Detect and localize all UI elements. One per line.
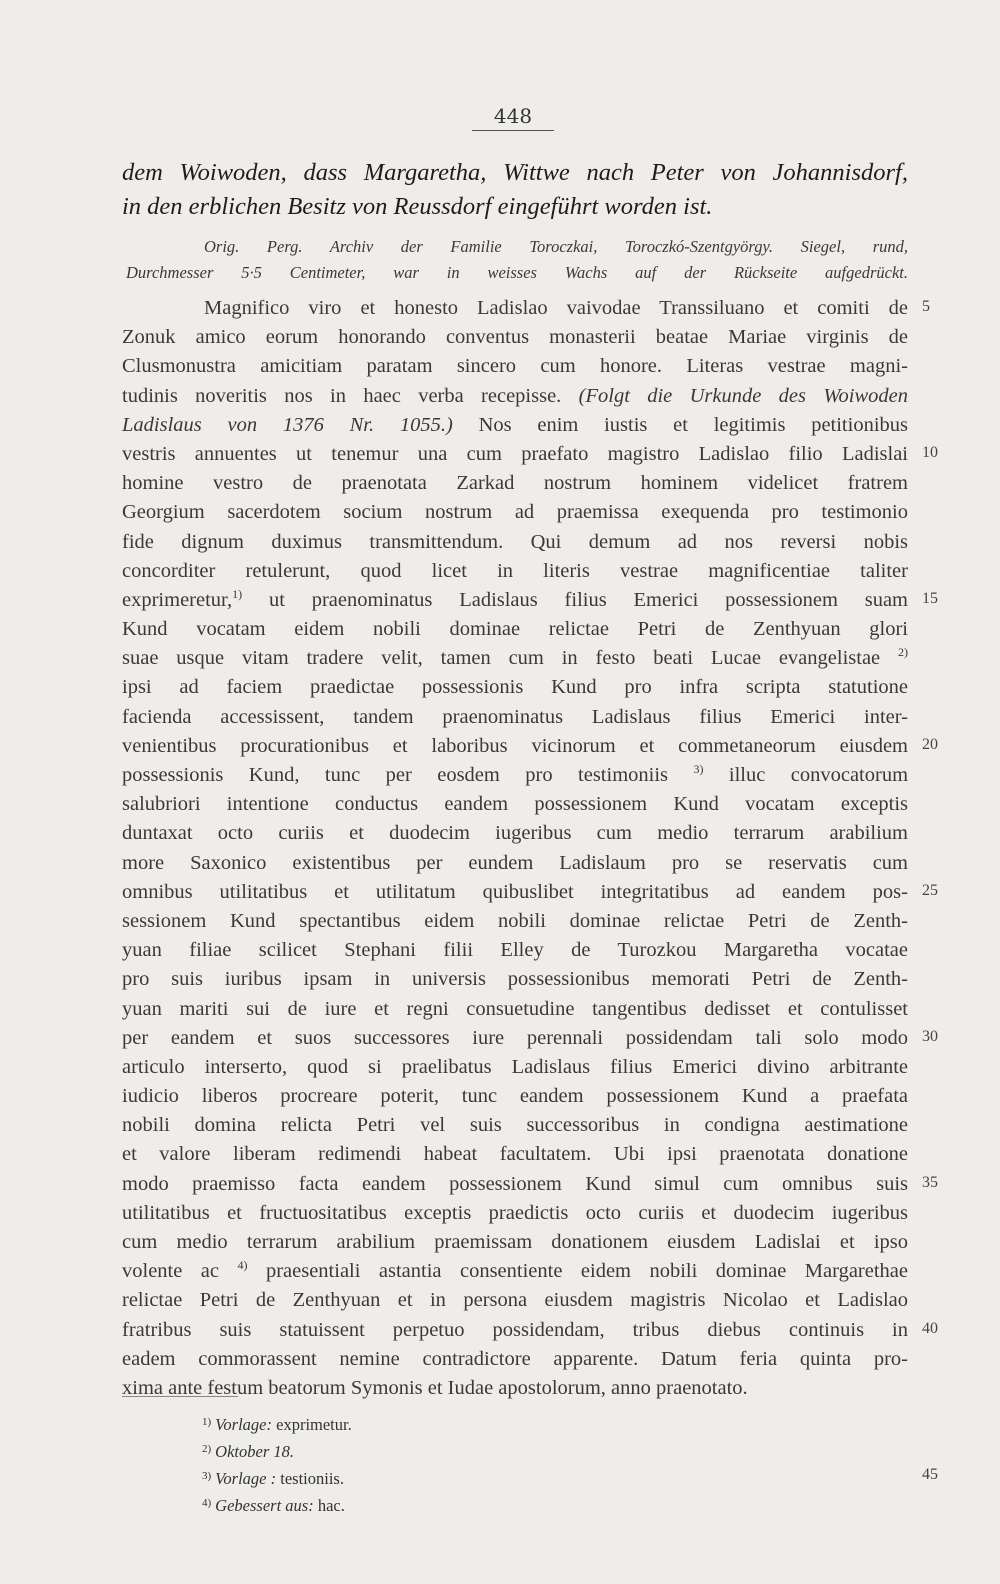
body-line: relictae Petri de Zenthyuan et in persona eiusdem magistris Nicolao et Ladislao <box>122 1289 908 1312</box>
body-line: Clusmonustra amicitiam paratam sincero cum honore. Literas vestrae magni- <box>122 355 908 378</box>
footnote: $^{2)}$ Oktober 18. <box>202 1442 294 1461</box>
body-line <box>122 382 908 411</box>
line-number: 30 <box>922 1028 938 1045</box>
source-note-line-1: Orig. Perg. Archiv der Familie Toroczkai, Toroczkó-Szentgyörgy. Siegel, rund, <box>204 237 908 256</box>
line-number: 40 <box>922 1320 938 1337</box>
body-line: iudicio liberos procreare poterit, tunc eandem possessionem Kund a praefata <box>122 1085 908 1108</box>
footnote-label: Gebessert aus: <box>215 1496 314 1515</box>
line-number: 25 <box>922 882 938 899</box>
body-line: nobili domina relicta Petri vel suis successoribus in condigna aestimatione <box>122 1114 908 1137</box>
footnote-text: exprimetur. <box>276 1415 352 1434</box>
body-line: concorditer retulerunt, quod licet in literis vestrae magnificentiae taliter <box>122 559 908 582</box>
heading-line-2: in den erblichen Besitz von Reussdorf eingeführt worden ist. <box>122 193 713 220</box>
footnote-ref: 2) <box>898 645 909 660</box>
body-line-part: ut praenominatus Ladislaus filius Emerici possessionem suam <box>268 588 908 611</box>
body-line <box>122 644 908 673</box>
body-line-part: possessionis Kund, tunc per eosdem pro testimoniis <box>122 764 669 786</box>
footnote-mark: 2 <box>202 1443 208 1455</box>
heading-line-1: dem Woiwoden, dass Margaretha, Wittwe nach Peter von Johannisdorf, <box>122 159 908 186</box>
body-line-part: exprimeretur, <box>122 588 233 611</box>
body-line: et valore liberam redimendi habeat facultatem. Ubi ipsi praenotata donatione <box>122 1143 908 1166</box>
body-line: more Saxonico existentibus per eundem Ladislaum pro se reservatis cum <box>122 851 908 874</box>
body-line: ipsi ad faciem praedictae possessionis Kund pro infra scripta statutione <box>122 676 908 699</box>
body-line: pro suis iuribus ipsam in universis possessionibus memorati Petri de Zenth- <box>122 968 908 991</box>
footnote-ref: 3) <box>693 762 704 777</box>
editorial-note-folgt: (Folgt die Urkunde des Woiwoden <box>578 384 908 407</box>
body-line-part: illuc convocatorum <box>728 764 909 786</box>
body-line: xima ante festum beatorum Symonis et Iudae apostolorum, anno praenotato. <box>122 1376 748 1399</box>
body-line: facienda accessissent, tandem praenominatus Ladislaus filius Emerici inter- <box>122 705 908 728</box>
body-line: Kund vocatam eidem nobili dominae relictae Petri de Zenthyuan glori <box>122 618 908 641</box>
line-number: 20 <box>922 736 938 753</box>
body-line: utilitatibus et fructuositatibus exceptis praedictis octo curiis et duodecim iugeribus <box>122 1201 908 1224</box>
body-line-part: tudinis noveritis nos in haec verba recepisse. <box>122 384 562 407</box>
body-line: homine vestro de praenotata Zarkad nostrum hominem videlicet fratrem <box>122 472 908 495</box>
body-line: duntaxat octo curiis et duodecim iugeribus cum medio terrarum arabilium <box>122 822 908 845</box>
footnote-text: hac. <box>317 1496 345 1515</box>
footnote-mark: 3 <box>202 1470 208 1482</box>
body-line: Magnifico viro et honesto Ladislao vaivodae Transsiluano et comiti de <box>204 297 908 319</box>
footnote-ref-number: 4 <box>237 1258 244 1273</box>
body-line-part: Nos enim iustis et legitimis petitionibus <box>478 413 908 436</box>
footnote-ref-number: 3 <box>693 762 700 777</box>
footnote-ref: 4) <box>237 1258 248 1273</box>
body-line: eadem commorassent nemine contradictore apparente. Datum feria quinta pro- <box>122 1347 908 1370</box>
body-line: yuan mariti sui de iure et regni consuetudine tangentibus dedisset et contulisset <box>122 997 908 1020</box>
body-line: salubriori intentione conductus eandem possessionem Kund vocatam exceptis <box>122 793 908 816</box>
line-number: 10 <box>922 444 938 461</box>
footnote: $^{4)}$ Gebessert aus: hac. <box>202 1496 345 1515</box>
footnote-mark: 4 <box>202 1497 208 1509</box>
footnote-ref-number: 1 <box>232 587 239 602</box>
page-number: 448 <box>472 104 554 131</box>
body-line: yuan filiae scilicet Stephani filii Elley de Turozkou Margaretha vocatae <box>122 939 908 962</box>
source-note <box>122 234 908 286</box>
body-line: modo praemisso facta eandem possessionem Kund simul cum omnibus suis <box>122 1172 908 1195</box>
footnote-divider <box>122 1396 238 1397</box>
line-number: 5 <box>922 298 930 315</box>
body-line: fide dignum duximus transmittendum. Qui demum ad nos reversi nobis <box>122 530 908 553</box>
line-number: 35 <box>922 1174 938 1191</box>
document-heading <box>122 156 908 224</box>
body-line-part: praesentiali astantia consentiente eidem nobili dominae Margarethae <box>265 1260 909 1283</box>
body-line <box>122 411 908 440</box>
body-line: cum medio terrarum arabilium praemissam donationem eiusdem Ladislai et ipso <box>122 1231 908 1253</box>
body-line: Zonuk amico eorum honorando conventus monasterii beatae Mariae virginis de <box>122 326 908 349</box>
body-line: articulo interserto, quod si praelibatus Ladislaus filius Emerici divino arbitrante <box>122 1055 908 1078</box>
footnote-ref-number: 2 <box>898 645 905 660</box>
body-line <box>122 761 908 790</box>
footnote-ref: 1) <box>232 587 243 602</box>
footnote-label: Vorlage: <box>215 1415 272 1434</box>
body-line-part: volente ac <box>122 1260 220 1283</box>
body-line-part: suae usque vitam tradere velit, tamen cum in festo beati Lucae evangelistae <box>122 647 881 670</box>
footnote-label: Vorlage : <box>215 1469 277 1488</box>
footnotes <box>202 1410 702 1518</box>
body-line: fratribus suis statuissent perpetuo possidendam, tribus diebus continuis in <box>122 1318 908 1341</box>
editorial-note-ladislaus: Ladislaus von 1376 Nr. 1055.) <box>122 413 453 436</box>
source-note-line-2: Durchmesser 5·5 Centimeter, war in weisses Wachs auf der Rückseite aufgedrückt. <box>126 263 908 282</box>
footnote: $^{3)}$ Vorlage : testioniis. <box>202 1469 344 1488</box>
footnote-mark: 1 <box>202 1416 208 1428</box>
line-number: 15 <box>922 590 938 607</box>
body-line: venientibus procurationibus et laboribus vicinorum et commetaneorum eiusdem <box>122 734 908 757</box>
body-line: Georgium sacerdotem socium nostrum ad praemissa exequenda pro testimonio <box>122 501 908 524</box>
body-line: vestris annuentes ut tenemur una cum praefato magistro Ladislao filio Ladislai <box>122 442 908 465</box>
footnote: $^{1)}$ Vorlage: exprimetur. <box>202 1415 352 1434</box>
body-line: per eandem et suos successores iure perennali possidendam tali solo modo <box>122 1026 908 1049</box>
line-number: 45 <box>922 1466 938 1483</box>
body-line: omnibus utilitatibus et utilitatum quibuslibet integritatibus ad eandem pos- <box>122 880 908 903</box>
body-line <box>122 586 908 615</box>
body-line <box>122 1257 908 1286</box>
footnote-label: Oktober 18. <box>215 1442 294 1461</box>
footnote-text: testioniis. <box>280 1469 344 1488</box>
body-text <box>122 294 908 1403</box>
body-line: sessionem Kund spectantibus eidem nobili dominae relictae Petri de Zenth- <box>122 909 908 932</box>
